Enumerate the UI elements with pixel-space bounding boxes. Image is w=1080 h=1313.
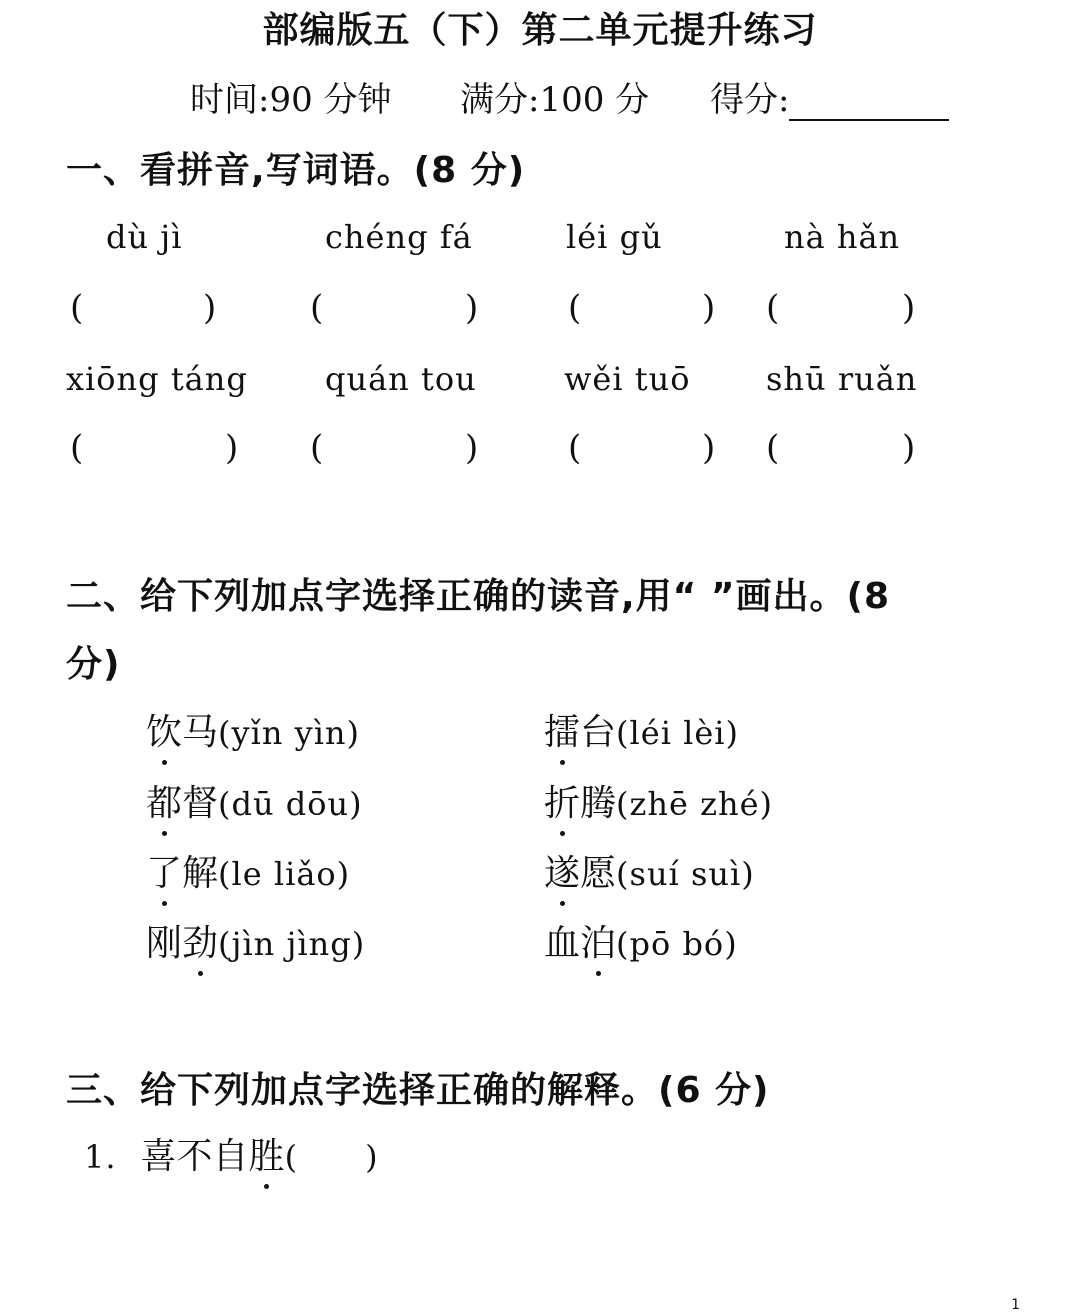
page-title: 部编版五（下）第二单元提升练习	[262, 10, 818, 51]
blank-open-1: (	[70, 288, 84, 328]
emphasis-dot	[596, 971, 601, 976]
section3-heading: 三、给下列加点字选择正确的解释。(6 分)	[66, 1070, 770, 1111]
pinyin-1: dù jì	[106, 218, 183, 256]
blank-open-2: (	[310, 288, 324, 328]
blank-close-3: )	[702, 288, 716, 328]
full-score: 满分:100 分	[460, 80, 650, 120]
pinyin-8: shū ruǎn	[766, 360, 918, 398]
pinyin-6: quán tou	[325, 360, 477, 398]
blank-open-3: (	[568, 288, 582, 328]
emphasis-dot	[162, 760, 167, 765]
section2-heading: 二、给下列加点字选择正确的读音,用“ ”画出。(8	[66, 576, 891, 617]
blank-close-6: )	[465, 428, 479, 468]
question-number: 1.	[84, 1138, 117, 1176]
pinyin-3: léi gǔ	[566, 218, 663, 256]
blank-close-1: )	[203, 288, 217, 328]
dotted-char: 饮	[146, 704, 182, 755]
reading-item-3: 都 督(dū dōu)	[146, 775, 363, 826]
blank-open-8: (	[766, 428, 780, 468]
dotted-char: 都	[146, 775, 182, 826]
dotted-char: 擂	[544, 704, 580, 755]
score-field	[710, 72, 949, 121]
time-limit: 时间:90 分钟	[190, 80, 392, 120]
reading-item-4: 折 腾(zhē zhé)	[544, 775, 773, 826]
pinyin-4: nà hǎn	[784, 218, 901, 256]
dotted-char: 遂	[544, 845, 580, 896]
blank-open-5: (	[70, 428, 84, 468]
dotted-char: 劲	[182, 915, 218, 966]
dotted-char: 了	[146, 845, 182, 896]
blank-close-8: )	[902, 428, 916, 468]
reading-item-7: 刚劲 (jìn jìng)	[146, 915, 365, 966]
emphasis-dot	[560, 831, 565, 836]
emphasis-dot	[198, 971, 203, 976]
section2-heading-cont: 分)	[66, 644, 121, 685]
dotted-char: 胜	[249, 1128, 285, 1179]
score-blank[interactable]	[789, 83, 949, 121]
emphasis-dot	[162, 831, 167, 836]
blank-open-4: (	[766, 288, 780, 328]
blank-close-4: )	[902, 288, 916, 328]
reading-item-6: 遂 愿(suí suì)	[544, 845, 755, 896]
blank-close-7: )	[702, 428, 716, 468]
blank-close-5: )	[225, 428, 239, 468]
answer-blank[interactable]: ( )	[284, 1138, 379, 1176]
emphasis-dot	[560, 760, 565, 765]
pinyin-2: chéng fá	[325, 218, 473, 256]
reading-item-2: 擂 台(léi lèi)	[544, 704, 739, 755]
reading-item-8: 血泊 (pō bó)	[544, 915, 738, 966]
pinyin-5: xiōng táng	[66, 360, 248, 398]
emphasis-dot	[264, 1184, 269, 1189]
dotted-char: 泊	[580, 915, 616, 966]
blank-open-7: (	[568, 428, 582, 468]
section1-heading: 一、看拼音,写词语。(8 分)	[66, 150, 526, 191]
reading-item-5: 了 解(le liǎo)	[146, 845, 350, 896]
dotted-char: 折	[544, 775, 580, 826]
pinyin-7: wěi tuō	[564, 360, 691, 398]
score-label: 得分:	[710, 80, 790, 120]
emphasis-dot	[162, 901, 167, 906]
question-1: 1. 喜不自胜 ( )	[84, 1128, 379, 1179]
reading-item-1: 饮 马(yǐn yìn)	[146, 704, 360, 755]
blank-close-2: )	[465, 288, 479, 328]
blank-open-6: (	[310, 428, 324, 468]
page-number: 1	[1011, 1297, 1020, 1313]
emphasis-dot	[560, 901, 565, 906]
